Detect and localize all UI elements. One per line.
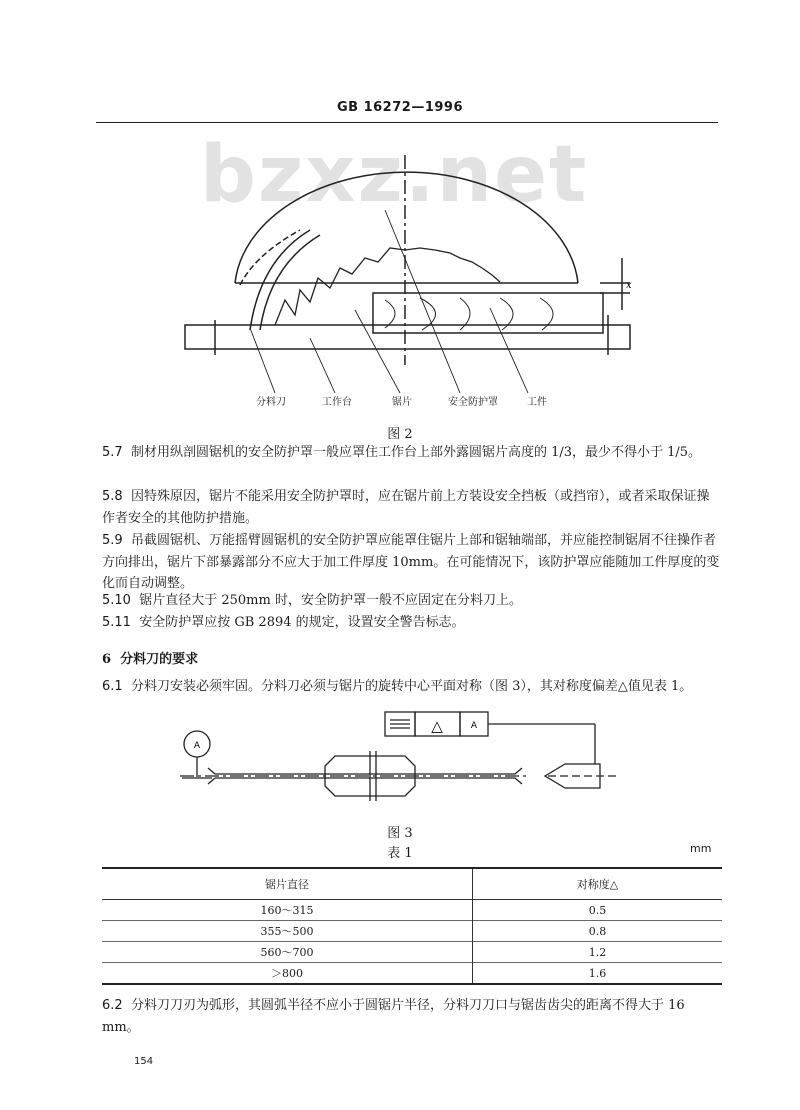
table-header-row — [102, 868, 722, 900]
dimension-x-label: x — [626, 280, 632, 291]
label-splitter-knife: 分料刀 — [256, 397, 286, 408]
tolerance-datum-ref: A — [470, 721, 478, 731]
label-safety-guard: 安全防护罩 — [448, 397, 498, 408]
label-saw-blade: 锯片 — [392, 397, 412, 408]
label-workpiece: 工件 — [527, 397, 547, 408]
table-row — [102, 963, 722, 985]
cell-diameter: 160～315 — [102, 900, 473, 921]
figure-3-symmetry-diagram — [170, 706, 630, 818]
clause-5-7: 5.7 制材用纵剖圆锯机的安全防护罩一般应罩住工作台上部外露圆锯片高度的 1/3，最少不得小于 1/5。 — [102, 445, 702, 460]
section-6-heading: 6 分料刀的要求 — [102, 652, 199, 667]
cell-diameter: ＞800 — [102, 963, 473, 985]
header-blade-diameter: 锯片直径 — [102, 868, 473, 900]
table-row — [102, 900, 722, 921]
clause-5-8: 5.8 因特殊原因，锯片不能采用安全防护罩时，应在锯片前上方装设安全挡板（或挡帘），或者采取保证操作者安全的其他防护措施。 — [102, 489, 710, 526]
cell-symmetry: 0.5 — [588, 903, 607, 917]
clause-5-9: 5.9 吊截圆锯机、万能摇臂圆锯机的安全防护罩应能罩住锯片上部和锯轴端部，并应能控制锯屑不往操作者方向排出，锯片下部暴露部分不应大于加工件厚度 10mm。在可能情况下，该防护罩应能随加工件厚度的变化而自动调整。 — [102, 533, 720, 591]
cell-symmetry: 0.8 — [588, 924, 607, 938]
clause-6-2: 6.2 分料刀刀刃为弧形，其圆弧半径不应小于圆锯片半径，分料刀刀口与锯齿齿尖的距离不得大于 16 mm。 — [102, 998, 685, 1035]
figure-3-caption: 图 3 — [387, 826, 413, 841]
figure-2-saw-guard-diagram — [160, 150, 640, 410]
clause-6-1: 6.1 分料刀安装必须牢固。分料刀必须与锯片的旋转中心平面对称（图 3），其对称度偏差△值见表 1。 — [102, 679, 693, 694]
clause-5-10: 5.10 锯片直径大于 250mm 时，安全防护罩一般不应固定在分料刀上。 — [102, 593, 522, 608]
guard-dome-outer — [235, 172, 578, 283]
table-row — [102, 921, 722, 942]
table-row — [102, 942, 722, 963]
cell-diameter: 560～700 — [102, 942, 473, 963]
header-rule — [96, 122, 718, 123]
tolerance-symbol: △ — [431, 717, 443, 735]
clause-5-11: 5.11 安全防护罩应按 GB 2894 的规定，设置安全警告标志。 — [102, 615, 465, 630]
datum-a-label: A — [193, 741, 201, 751]
label-work-table: 工作台 — [322, 397, 352, 408]
document-header: GB 16272—1996 — [336, 100, 463, 115]
table-1 — [102, 867, 722, 985]
header-symmetry: 对称度△ — [576, 878, 619, 891]
table-1-title: 表 1 — [387, 846, 413, 861]
table-1-unit: mm — [690, 842, 712, 855]
figure-2-caption: 图 2 — [387, 427, 413, 442]
watermark: bzxz.net — [200, 130, 589, 220]
cell-symmetry: 1.2 — [588, 945, 607, 959]
cell-symmetry: 1.6 — [588, 966, 607, 980]
page-number: 154 — [134, 1056, 154, 1067]
cell-diameter: 355～500 — [102, 921, 473, 942]
